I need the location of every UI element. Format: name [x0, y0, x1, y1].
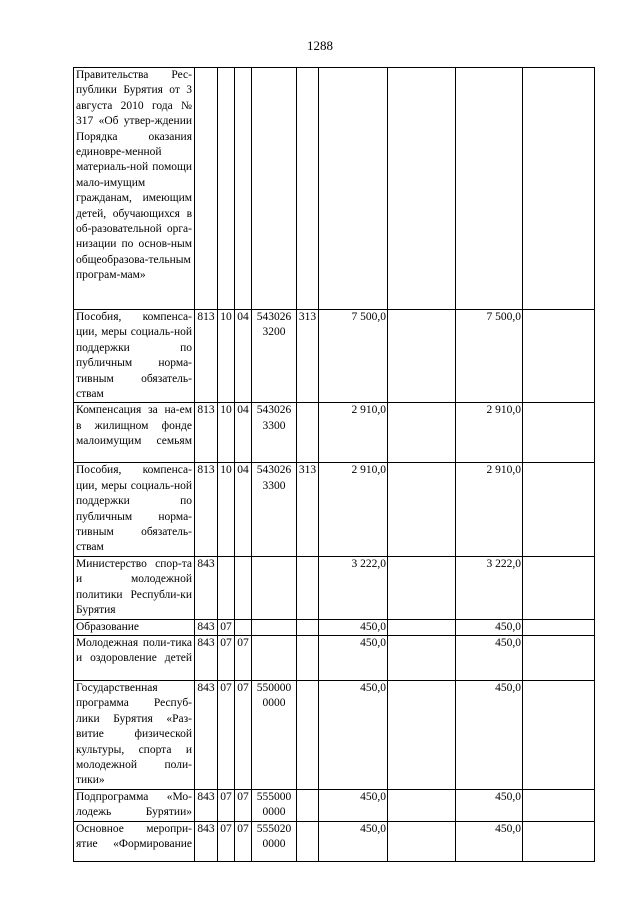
- page-number: 1288: [307, 38, 333, 53]
- cell-code: 843: [195, 556, 218, 619]
- cell-expense-type: [297, 68, 319, 310]
- cell-sum-1: 450,0: [319, 821, 388, 861]
- cell-name: Молодежная поли-тика и оздоровление детей: [74, 635, 195, 680]
- cell-expense-type: [297, 635, 319, 680]
- cell-code: 813: [195, 403, 218, 463]
- cell-sum-3: 2 910,0: [456, 463, 523, 556]
- cell-expense-type: 313: [297, 463, 319, 556]
- cell-razdel: 07: [218, 821, 235, 861]
- cell-name: Образование: [74, 619, 195, 635]
- cell-sum-2: [388, 403, 456, 463]
- cell-razdel: 10: [218, 403, 235, 463]
- cell-sum-3: 450,0: [456, 821, 523, 861]
- cell-expense-type: [297, 619, 319, 635]
- cell-sum-3: [456, 68, 523, 310]
- table-row: [74, 680, 595, 789]
- cell-sum-1: 7 500,0: [319, 310, 388, 403]
- cell-razdel: [218, 68, 235, 310]
- cell-razdel: 07: [218, 619, 235, 635]
- cell-code: 813: [195, 463, 218, 556]
- cell-sum-2: [388, 556, 456, 619]
- cell-target-article: 550000 0000: [252, 680, 297, 789]
- cell-name: Пособия, компенса-ции, меры социаль-ной поддержки по публичным норма-тивным обязатель-ствам: [74, 463, 195, 556]
- cell-razdel: 07: [218, 680, 235, 789]
- cell-sum-2: [388, 619, 456, 635]
- cell-target-article: 555020 0000: [252, 821, 297, 861]
- cell-sum-1: 450,0: [319, 635, 388, 680]
- cell-target-article: [252, 68, 297, 310]
- cell-sum-2: [388, 680, 456, 789]
- cell-sum-3: 450,0: [456, 635, 523, 680]
- cell-podrazdel: 07: [235, 680, 252, 789]
- table-row: [74, 635, 595, 680]
- cell-name: Компенсация за на-ем в жилищном фонде малоимущим семьям: [74, 403, 195, 463]
- cell-razdel: 07: [218, 635, 235, 680]
- cell-sum-1: 450,0: [319, 619, 388, 635]
- cell-sum-4: [523, 68, 595, 310]
- cell-podrazdel: 04: [235, 463, 252, 556]
- cell-sum-4: [523, 463, 595, 556]
- cell-razdel: 10: [218, 463, 235, 556]
- cell-sum-4: [523, 821, 595, 861]
- cell-sum-1: 2 910,0: [319, 403, 388, 463]
- cell-sum-3: 3 222,0: [456, 556, 523, 619]
- cell-sum-3: 450,0: [456, 619, 523, 635]
- cell-sum-4: [523, 310, 595, 403]
- cell-sum-2: [388, 310, 456, 403]
- cell-expense-type: [297, 821, 319, 861]
- cell-target-article: [252, 556, 297, 619]
- cell-podrazdel: 07: [235, 821, 252, 861]
- cell-code: 843: [195, 635, 218, 680]
- table-row: [74, 789, 595, 821]
- cell-sum-4: [523, 403, 595, 463]
- cell-sum-2: [388, 68, 456, 310]
- cell-target-article: 543026 3200: [252, 310, 297, 403]
- cell-podrazdel: [235, 619, 252, 635]
- table-row: [74, 556, 595, 619]
- cell-name: Пособия, компенса-ции, меры социаль-ной поддержки по публичным норма-тивным обязатель-ствам: [74, 310, 195, 403]
- cell-sum-3: 450,0: [456, 789, 523, 821]
- table-row: [74, 619, 595, 635]
- cell-code: [195, 68, 218, 310]
- cell-name: Государственная программа Респуб-лики Бурятия «Раз-витие физической культуры, спорта и молодежной поли-тики»: [74, 680, 195, 789]
- cell-podrazdel: 04: [235, 310, 252, 403]
- cell-sum-3: 450,0: [456, 680, 523, 789]
- cell-sum-4: [523, 680, 595, 789]
- cell-sum-2: [388, 821, 456, 861]
- cell-expense-type: [297, 789, 319, 821]
- cell-sum-1: [319, 68, 388, 310]
- cell-sum-4: [523, 789, 595, 821]
- budget-table: [73, 67, 595, 862]
- cell-name: Подпрограмма «Мо-лодежь Бурятии»: [74, 789, 195, 821]
- cell-sum-2: [388, 635, 456, 680]
- cell-target-article: 555000 0000: [252, 789, 297, 821]
- cell-podrazdel: 07: [235, 635, 252, 680]
- cell-code: 843: [195, 680, 218, 789]
- cell-razdel: [218, 556, 235, 619]
- cell-expense-type: [297, 680, 319, 789]
- cell-target-article: [252, 635, 297, 680]
- table-row: [74, 463, 595, 556]
- cell-sum-2: [388, 463, 456, 556]
- cell-code: 843: [195, 821, 218, 861]
- cell-sum-1: 450,0: [319, 680, 388, 789]
- cell-podrazdel: 07: [235, 789, 252, 821]
- cell-name: Правительства Рес-публики Бурятия от 3 августа 2010 года № 317 «Об утвер-ждении Порядка оказания единовре-менной материаль-ной помощи мало-имущим гражданам, имеющим детей, обучающихся в об-разовательной орга-низации по основ-ным общеобразова-тельным програм-мам»: [74, 68, 195, 310]
- cell-podrazdel: [235, 556, 252, 619]
- cell-expense-type: [297, 403, 319, 463]
- cell-expense-type: 313: [297, 310, 319, 403]
- table-row: [74, 403, 595, 463]
- cell-sum-1: 450,0: [319, 789, 388, 821]
- table-row: [74, 310, 595, 403]
- cell-expense-type: [297, 556, 319, 619]
- cell-sum-4: [523, 619, 595, 635]
- cell-podrazdel: [235, 68, 252, 310]
- cell-sum-4: [523, 556, 595, 619]
- cell-podrazdel: 04: [235, 403, 252, 463]
- table-row: [74, 68, 595, 310]
- cell-razdel: 07: [218, 789, 235, 821]
- table-row: [74, 821, 595, 861]
- cell-razdel: 10: [218, 310, 235, 403]
- cell-target-article: 543026 3300: [252, 403, 297, 463]
- cell-name: Министерство спор-та и молодежной политики Республи-ки Бурятия: [74, 556, 195, 619]
- cell-name: Основное меропри-ятие «Формирование: [74, 821, 195, 861]
- cell-sum-3: 2 910,0: [456, 403, 523, 463]
- cell-sum-3: 7 500,0: [456, 310, 523, 403]
- cell-target-article: [252, 619, 297, 635]
- cell-sum-1: 3 222,0: [319, 556, 388, 619]
- cell-code: 843: [195, 789, 218, 821]
- cell-sum-4: [523, 635, 595, 680]
- cell-code: 843: [195, 619, 218, 635]
- cell-sum-1: 2 910,0: [319, 463, 388, 556]
- cell-target-article: 543026 3300: [252, 463, 297, 556]
- cell-code: 813: [195, 310, 218, 403]
- cell-sum-2: [388, 789, 456, 821]
